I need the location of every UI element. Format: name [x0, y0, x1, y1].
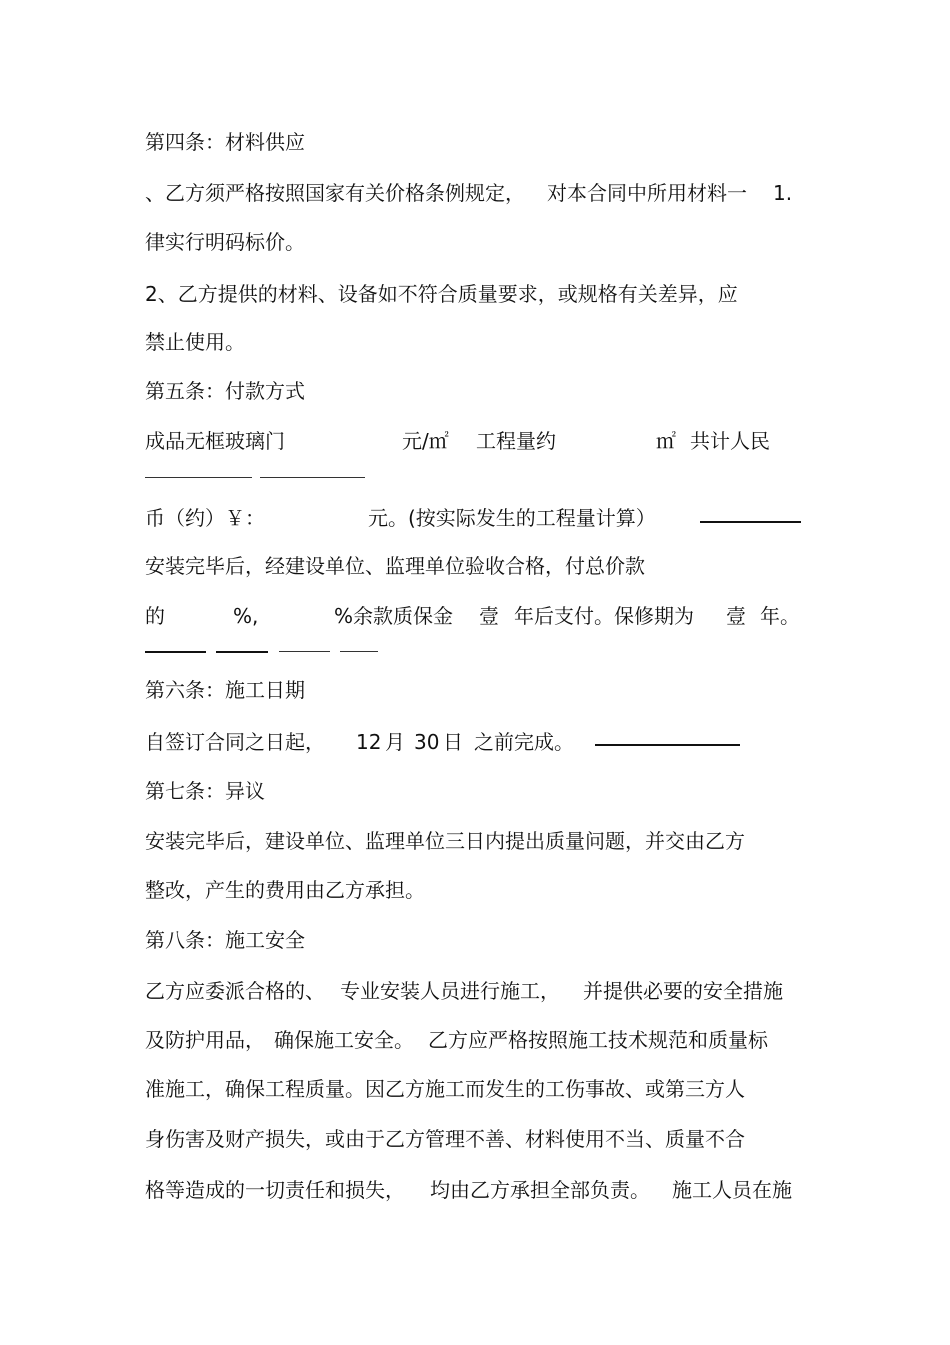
month-label: 月: [385, 730, 405, 754]
total-label: 共计人民: [690, 429, 770, 453]
payment-percent-1: %,: [233, 604, 259, 628]
payment-line1: 安装完毕后，经建设单位、监理单位验收合格，付总价款: [145, 554, 645, 578]
warranty-value-1: 壹: [479, 604, 499, 628]
article-8-heading: 第八条：施工安全: [145, 928, 305, 952]
article-4-item2-line2: 禁止使用。: [145, 330, 245, 354]
sign-text: 自签订合同之日起，: [145, 730, 325, 754]
percent-blank-1: [145, 651, 206, 653]
area-unit: ㎡: [656, 429, 676, 453]
article-8-line5-c: 施工人员在施: [672, 1178, 792, 1202]
article-8-line4: 身伤害及财产损失，或由于乙方管理不善、材料使用不当、质量不合: [145, 1127, 745, 1151]
quantity-blank: [260, 477, 365, 478]
warranty-end: 年。: [760, 604, 800, 628]
deadline-blank: [595, 744, 740, 746]
warranty-blank-1: [279, 651, 330, 652]
article-4-item2-line1: 2、乙方提供的材料、设备如不符合质量要求，或规格有关差异，应: [145, 282, 738, 306]
currency-suffix: 元。(按实际发生的工程量计算）: [368, 506, 656, 530]
article-8-line1-c: 并提供必要的安全措施: [583, 979, 783, 1003]
day-number: 30: [414, 730, 440, 754]
article-8-line2-b: 确保施工安全。: [274, 1028, 414, 1052]
quantity-label: 工程量约: [476, 429, 556, 453]
article-4-item1-text-b: 对本合同中所用材料一: [547, 181, 747, 205]
total-amount-blank: [700, 521, 801, 523]
article-8-line2-a: 及防护用品，: [145, 1028, 265, 1052]
article-8-line3: 准施工，确保工程质量。因乙方施工而发生的工伤事故、或第三方人: [145, 1077, 745, 1101]
article-7-line1: 安装完毕后，建设单位、监理单位三日内提出质量问题，并交由乙方: [145, 829, 745, 853]
month-number: 12: [356, 730, 382, 754]
article-4-item1-number: 1.: [773, 181, 793, 205]
article-7-heading: 第七条：异议: [145, 779, 265, 803]
article-8-line2-c: 乙方应严格按照施工技术规范和质量标: [428, 1028, 768, 1052]
article-8-line1-a: 乙方应委派合格的、: [145, 979, 325, 1003]
product-name: 成品无框玻璃门: [145, 429, 285, 453]
article-4-item1-line2: 律实行明码标价。: [145, 230, 305, 254]
deadline-suffix: 之前完成。: [474, 730, 574, 754]
article-8-line1-b: 专业安装人员进行施工，: [340, 979, 560, 1003]
unit-price-label: 元/㎡: [402, 429, 449, 453]
article-7-line2: 整改，产生的费用由乙方承担。: [145, 878, 425, 902]
article-8-line5-a: 格等造成的一切责任和损失，: [145, 1178, 405, 1202]
warranty-value-2: 壹: [726, 604, 746, 628]
warranty-mid: 年后支付。保修期为: [514, 604, 694, 628]
currency-prefix: 币（约）￥：: [145, 506, 265, 530]
article-4-heading: 第四条：材料供应: [145, 130, 305, 154]
article-4-item1-text-a: 、乙方须严格按照国家有关价格条例规定，: [145, 181, 525, 205]
day-label: 日: [443, 730, 463, 754]
article-8-line5-b: 均由乙方承担全部负责。: [430, 1178, 650, 1202]
article-5-heading: 第五条：付款方式: [145, 379, 305, 403]
payment-percent-2: %余款质保金: [334, 604, 454, 628]
article-6-heading: 第六条：施工日期: [145, 678, 305, 702]
payment-of: 的: [145, 604, 165, 628]
warranty-blank-2: [340, 651, 378, 652]
percent-blank-2: [216, 651, 268, 653]
unit-price-blank: [145, 477, 252, 478]
